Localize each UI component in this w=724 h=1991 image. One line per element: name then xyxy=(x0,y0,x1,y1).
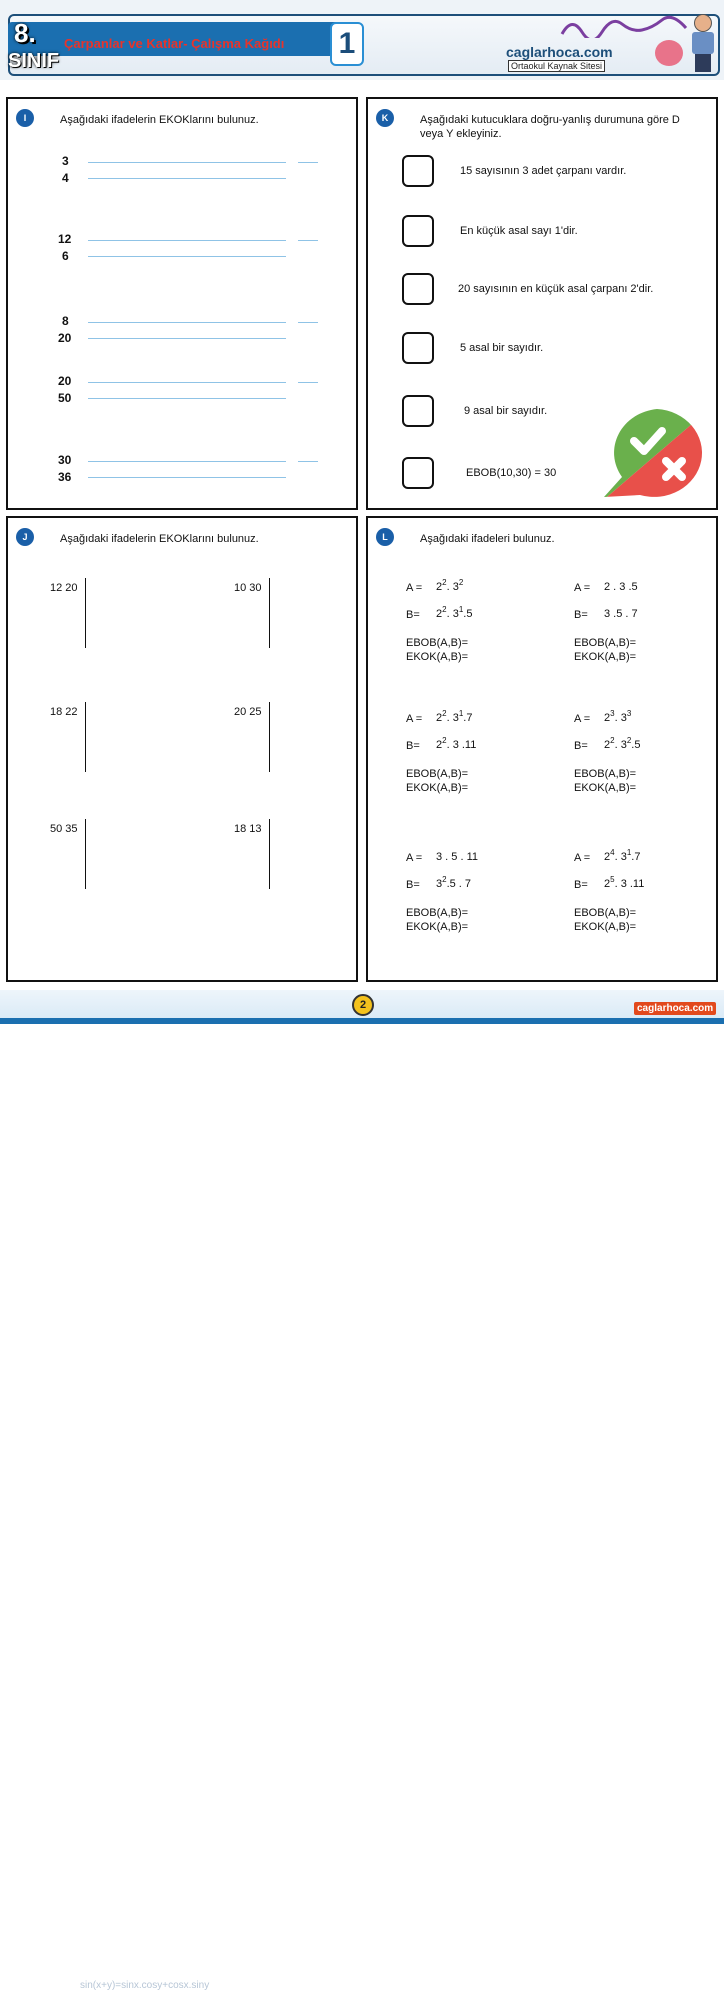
a-label: A = xyxy=(406,582,423,594)
answer-line xyxy=(88,162,286,163)
expr-base: . 3 xyxy=(446,581,459,593)
page-header xyxy=(0,0,724,80)
expr-base: .5 xyxy=(463,608,473,620)
expr-base: .5 . 7 xyxy=(446,878,472,890)
true-false-statement: 9 asal bir sayıdır. xyxy=(464,405,548,417)
answer-checkbox[interactable] xyxy=(402,457,434,489)
expr-exponent: 2 xyxy=(442,578,447,587)
pair-number-b: 50 xyxy=(58,391,72,405)
ladder-divider xyxy=(85,702,86,772)
true-false-speech-bubble-icon xyxy=(600,405,714,503)
a-label: A = xyxy=(574,582,591,594)
expr-exponent: 2 xyxy=(458,578,464,587)
section-l-instruction: Aşağıdaki ifadeleri bulunuz. xyxy=(420,533,555,545)
section-k-badge: K xyxy=(376,109,394,127)
section-i-badge: I xyxy=(16,109,34,127)
expr-base: . 3 .11 xyxy=(446,739,477,751)
expr-base: 3 .5 . 7 xyxy=(604,608,638,620)
answer-line xyxy=(88,256,286,257)
section-i-instruction: Aşağıdaki ifadelerin EKOKlarını bulunuz. xyxy=(60,114,259,126)
expr-base: 2 xyxy=(436,712,443,724)
a-expression xyxy=(604,581,638,593)
section-l-panel xyxy=(366,516,718,982)
b-label: B= xyxy=(574,609,588,621)
b-label: B= xyxy=(406,740,420,752)
answer-dash xyxy=(298,382,318,383)
expr-exponent: 2 xyxy=(442,605,447,614)
ebob-answer-label: EBOB(A,B)= xyxy=(574,907,637,919)
answer-dash xyxy=(298,240,318,241)
expr-exponent: 3 xyxy=(610,709,615,718)
expr-exponent: 5 xyxy=(610,875,615,884)
teacher-avatar-icon xyxy=(690,14,716,74)
answer-dash xyxy=(298,322,318,323)
b-expression xyxy=(436,875,472,890)
section-j-badge: J xyxy=(16,528,34,546)
expr-base: . 3 xyxy=(614,712,627,724)
grade-number: 8. xyxy=(14,18,36,48)
pair-number-a: 30 xyxy=(58,453,72,467)
true-false-statement: 15 sayısının 3 adet çarpanı vardır. xyxy=(460,165,627,177)
section-k-panel xyxy=(366,97,718,510)
b-expression xyxy=(436,736,477,751)
answer-line xyxy=(88,382,286,383)
b-expression xyxy=(604,875,645,890)
expr-base: . 3 xyxy=(446,712,459,724)
expr-base: 2 xyxy=(436,581,443,593)
pair-number-a: 3 xyxy=(62,154,69,168)
ekok-answer-label: EKOK(A,B)= xyxy=(406,921,469,933)
b-expression xyxy=(436,605,473,620)
ladder-divider xyxy=(269,578,270,648)
answer-checkbox[interactable] xyxy=(402,215,434,247)
pair-number-b: 20 xyxy=(58,331,72,345)
expr-exponent: 3 xyxy=(626,709,632,718)
answer-checkbox[interactable] xyxy=(402,395,434,427)
footer-site-link[interactable]: caglarhoca.com xyxy=(634,1002,716,1015)
section-k-instruction: Aşağıdaki kutucuklara doğru-yanlış durumuna göre D veya Y ekleyiniz. xyxy=(420,114,680,140)
a-expression xyxy=(604,848,641,863)
section-l-badge: L xyxy=(376,528,394,546)
grade-label: SINIF xyxy=(8,50,60,72)
answer-checkbox[interactable] xyxy=(402,273,434,305)
expr-base: 3 . 5 . 11 xyxy=(436,851,478,863)
site-subtitle: Ortaokul Kaynak Sitesi xyxy=(508,60,605,72)
expr-exponent: 1 xyxy=(626,848,632,857)
expr-base: . 3 xyxy=(614,851,627,863)
true-false-statement: EBOB(10,30) = 30 xyxy=(466,467,557,479)
answer-line xyxy=(88,477,286,478)
ladder-divider xyxy=(269,819,270,889)
expr-exponent: 2 xyxy=(442,736,447,745)
answer-line xyxy=(88,338,286,339)
ekok-answer-label: EKOK(A,B)= xyxy=(574,651,637,663)
expr-exponent: 1 xyxy=(458,709,464,718)
ladder-divider xyxy=(85,578,86,648)
expr-base: 2 . 3 .5 xyxy=(604,581,638,593)
ladder-numbers: 50 35 xyxy=(50,823,78,835)
section-j-instruction: Aşağıdaki ifadelerin EKOKlarını bulunuz. xyxy=(60,533,259,545)
ladder-divider xyxy=(85,819,86,889)
true-false-statement: 5 asal bir sayıdır. xyxy=(460,342,544,354)
pair-number-a: 12 xyxy=(58,232,72,246)
ebob-answer-label: EBOB(A,B)= xyxy=(406,768,469,780)
ladder-numbers: 20 25 xyxy=(234,706,262,718)
answer-line xyxy=(88,322,286,323)
ekok-answer-label: EKOK(A,B)= xyxy=(574,782,637,794)
expr-base: .5 xyxy=(631,739,641,751)
answer-dash xyxy=(298,162,318,163)
answer-checkbox[interactable] xyxy=(402,332,434,364)
footer-math-decoration: sin(x+y)=sinx.cosy+cosx.siny xyxy=(80,1980,210,1991)
b-label: B= xyxy=(406,879,420,891)
ekok-answer-label: EKOK(A,B)= xyxy=(406,782,469,794)
a-label: A = xyxy=(574,713,591,725)
pair-number-b: 6 xyxy=(62,249,69,263)
expr-base: 2 xyxy=(436,608,443,620)
worksheet-title: Çarpanlar ve Katlar- Çalışma Kağıdı xyxy=(64,36,285,51)
expr-exponent: 2 xyxy=(626,736,632,745)
ladder-numbers: 18 22 xyxy=(50,706,78,718)
expr-base: . 3 .11 xyxy=(614,878,645,890)
a-expression xyxy=(436,851,478,863)
b-label: B= xyxy=(574,879,588,891)
ladder-numbers: 12 20 xyxy=(50,582,78,594)
expr-base: 2 xyxy=(604,851,611,863)
expr-base: . 3 xyxy=(446,608,459,620)
sheet-number: 1 xyxy=(330,22,364,66)
true-false-statement: 20 sayısının en küçük asal çarpanı 2'dir. xyxy=(458,283,654,295)
true-false-statement: En küçük asal sayı 1'dir. xyxy=(460,225,578,237)
expr-exponent: 2 xyxy=(442,875,447,884)
footer-band xyxy=(0,1018,724,1024)
b-label: B= xyxy=(406,609,420,621)
expr-base: . 3 xyxy=(614,739,627,751)
site-logo: caglarhoca.com xyxy=(506,44,613,60)
ladder-numbers: 10 30 xyxy=(234,582,262,594)
answer-line xyxy=(88,398,286,399)
pair-number-a: 20 xyxy=(58,374,72,388)
pair-number-b: 4 xyxy=(62,171,69,185)
a-expression xyxy=(436,578,464,593)
expr-base: .7 xyxy=(463,712,473,724)
expr-exponent: 2 xyxy=(610,736,615,745)
answer-line xyxy=(88,240,286,241)
expr-base: 2 xyxy=(604,878,611,890)
b-label: B= xyxy=(574,740,588,752)
expr-base: .7 xyxy=(631,851,641,863)
section-i-panel xyxy=(6,97,358,510)
expr-base: 2 xyxy=(604,739,611,751)
expr-base: 3 xyxy=(436,878,443,890)
a-label: A = xyxy=(406,713,423,725)
answer-line xyxy=(88,461,286,462)
ekok-answer-label: EKOK(A,B)= xyxy=(574,921,637,933)
expr-exponent: 4 xyxy=(610,848,615,857)
answer-line xyxy=(88,178,286,179)
pair-number-a: 8 xyxy=(62,314,69,328)
ladder-numbers: 18 13 xyxy=(234,823,262,835)
pair-number-b: 36 xyxy=(58,470,72,484)
b-expression xyxy=(604,736,641,751)
wave-decoration-icon xyxy=(560,14,690,38)
answer-checkbox[interactable] xyxy=(402,155,434,187)
expr-exponent: 1 xyxy=(458,605,464,614)
page-number: 2 xyxy=(352,994,374,1016)
a-expression xyxy=(436,709,473,724)
ebob-answer-label: EBOB(A,B)= xyxy=(406,907,469,919)
ebob-answer-label: EBOB(A,B)= xyxy=(574,637,637,649)
expr-exponent: 2 xyxy=(442,709,447,718)
brain-icon xyxy=(655,40,683,66)
a-expression xyxy=(604,709,632,724)
ladder-divider xyxy=(269,702,270,772)
ebob-answer-label: EBOB(A,B)= xyxy=(406,637,469,649)
a-label: A = xyxy=(406,852,423,864)
a-label: A = xyxy=(574,852,591,864)
section-j-panel xyxy=(6,516,358,982)
ekok-answer-label: EKOK(A,B)= xyxy=(406,651,469,663)
b-expression xyxy=(604,608,638,620)
expr-base: 2 xyxy=(436,739,443,751)
expr-base: 2 xyxy=(604,712,611,724)
ebob-answer-label: EBOB(A,B)= xyxy=(574,768,637,780)
answer-dash xyxy=(298,461,318,462)
